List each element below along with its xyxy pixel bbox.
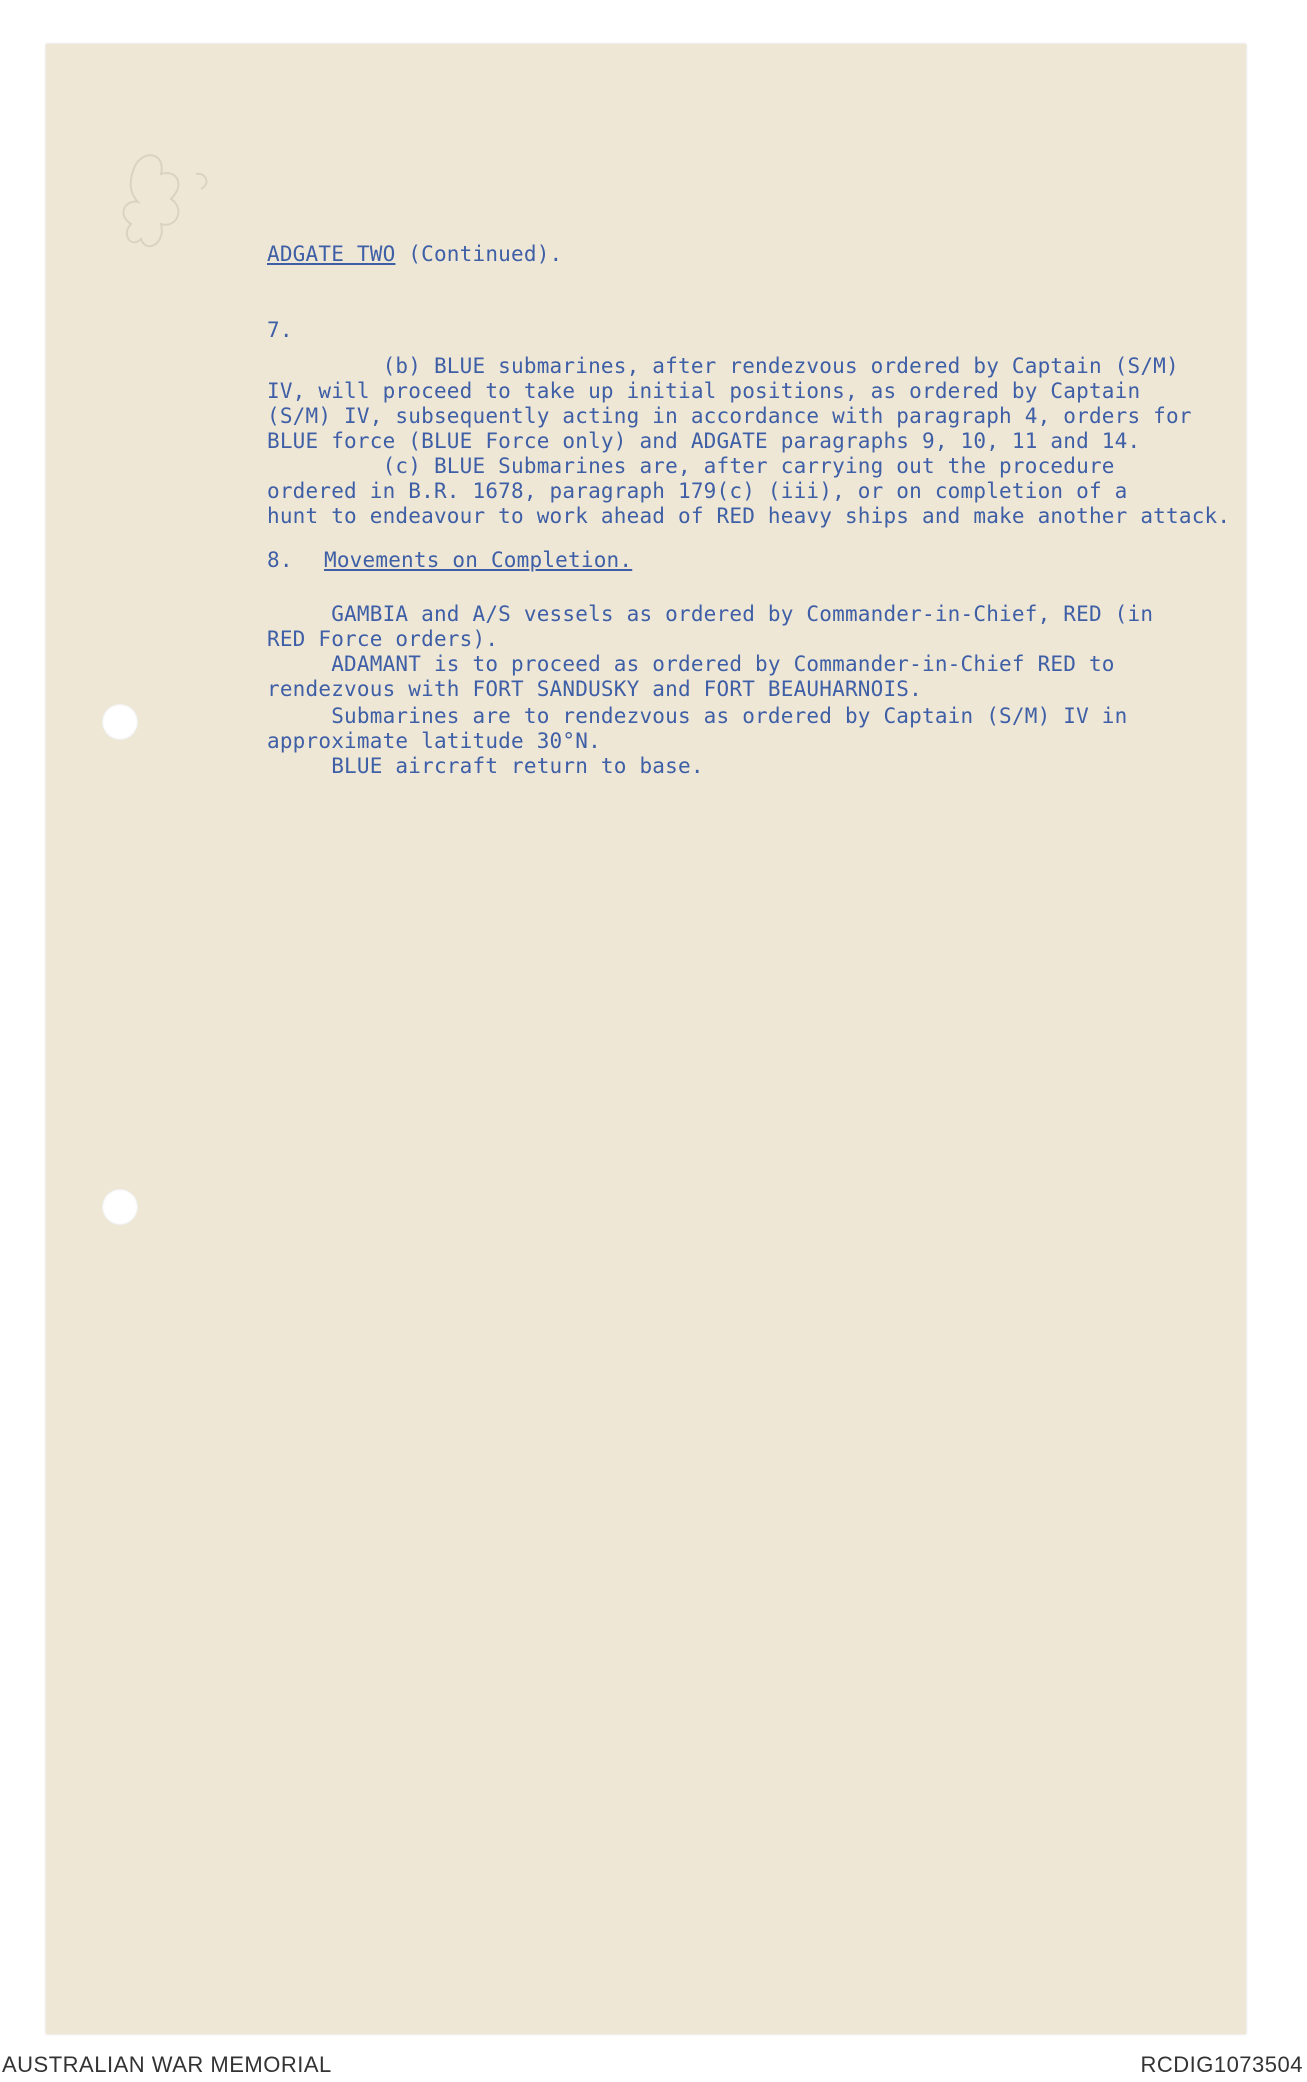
paragraph-8-title: Movements on Completion.: [324, 548, 633, 572]
paragraph-line: ADAMANT is to proceed as ordered by Commander-in-Chief RED to: [267, 652, 1115, 676]
paragraph-line: (b) BLUE submarines, after rendezvous ordered by Captain (S/M): [267, 354, 1179, 378]
paragraph-line: Submarines are to rendezvous as ordered by Captain (S/M) IV in: [267, 704, 1128, 728]
paragraph-7-number: 7.: [267, 318, 293, 342]
paragraph-line: BLUE aircraft return to base.: [267, 754, 704, 778]
heading-continued: (Continued).: [395, 242, 563, 266]
punch-hole-bottom: [102, 1189, 138, 1225]
paragraph-line: hunt to endeavour to work ahead of RED heavy ships and make another attack.: [267, 504, 1231, 528]
paragraph-line: BLUE force (BLUE Force only) and ADGATE paragraphs 9, 10, 11 and 14.: [267, 429, 1141, 453]
footer-record-id: RCDIG1073504: [1140, 2052, 1303, 2077]
paragraph-line: ordered in B.R. 1678, paragraph 179(c) (iii), or on completion of a: [267, 479, 1128, 503]
punch-hole-top: [102, 704, 138, 740]
paragraph-line: RED Force orders).: [267, 627, 499, 651]
paragraph-line: approximate latitude 30°N.: [267, 729, 601, 753]
paragraph-line: rendezvous with FORT SANDUSKY and FORT BEAUHARNOIS.: [267, 677, 922, 701]
paragraph-line: (c) BLUE Submarines are, after carrying out the procedure: [267, 454, 1115, 478]
heading-underlined: ADGATE TWO: [267, 242, 396, 266]
footer-institution: AUSTRALIAN WAR MEMORIAL: [2, 2052, 332, 2077]
page-heading: [267, 242, 562, 266]
paragraph-line: GAMBIA and A/S vessels as ordered by Commander-in-Chief, RED (in: [267, 602, 1154, 626]
paragraph-line: IV, will proceed to take up initial positions, as ordered by Captain: [267, 379, 1141, 403]
embossed-seal-mark: [116, 144, 226, 264]
document-page: [46, 44, 1246, 2034]
paragraph-line: (S/M) IV, subsequently acting in accordance with paragraph 4, orders for: [267, 404, 1192, 428]
paragraph-8-number: 8.: [267, 548, 293, 572]
